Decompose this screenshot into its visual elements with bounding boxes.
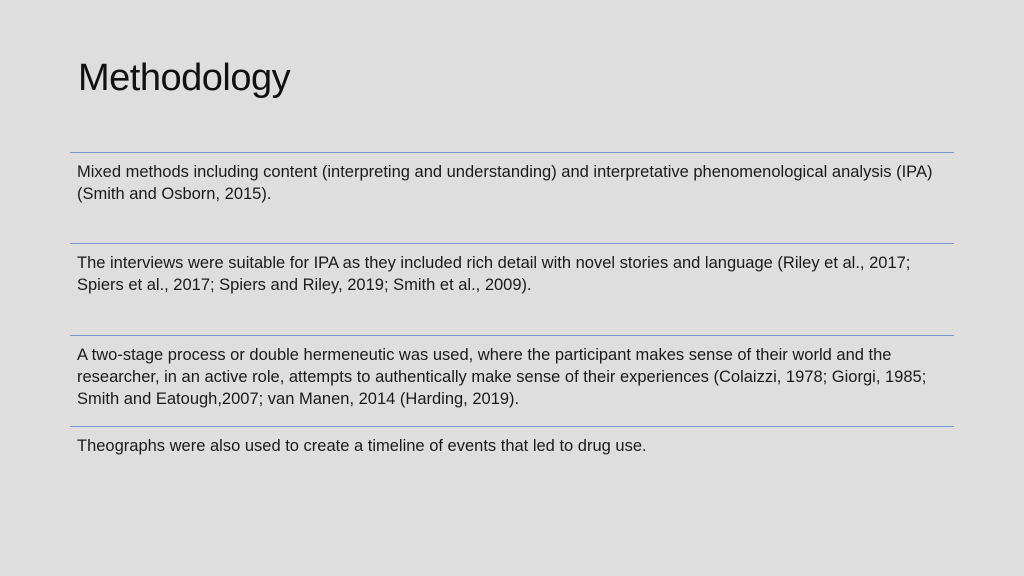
- list-item: [70, 426, 954, 457]
- list-item: [70, 152, 954, 205]
- list-item: [70, 243, 954, 296]
- list-item-text: The interviews were suitable for IPA as they included rich detail with novel stories and language (Riley et al., 2017; Spiers et al., 2017; Spiers and Riley, 2019; Smith et al., 2009).: [77, 254, 911, 294]
- list-item-text: A two-stage process or double hermeneutic was used, where the participant makes sense of their world and the researcher, in an active role, attempts to authentically make sense of their experiences (Colaizzi, 1978; Giorgi, 1985; Smith and Eatough,2007; van Manen, 2014 (Harding, 2019).: [77, 346, 927, 408]
- list-item-text: Mixed methods including content (interpreting and understanding) and interpretative phenomenological analysis (IPA) (Smith and Osborn, 2015).: [77, 163, 933, 203]
- list-item: [70, 335, 954, 410]
- slide-title: Methodology: [78, 57, 291, 99]
- list-item-text: Theographs were also used to create a timeline of events that led to drug use.: [77, 437, 647, 455]
